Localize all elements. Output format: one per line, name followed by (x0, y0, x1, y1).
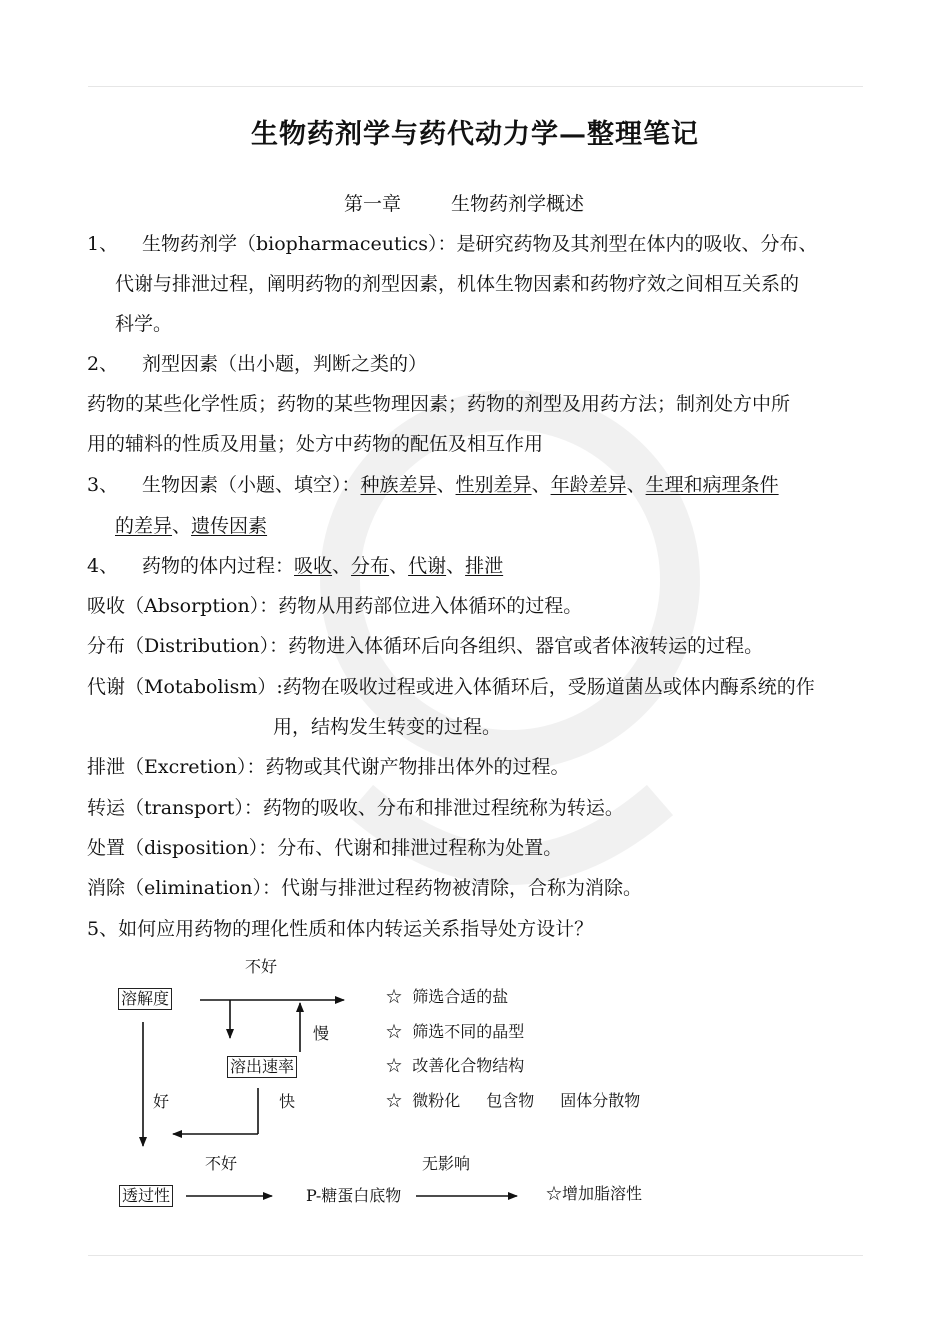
star-icon: ☆ (546, 1184, 563, 1203)
item-4-line: 4、 药物的体内过程：吸收、分布、代谢、排泄 (87, 555, 504, 577)
factor-age: 年龄差异 (550, 474, 627, 496)
label-fast: 快 (279, 1092, 296, 1111)
strategy-2: ☆ 筛选不同的晶型 (386, 1022, 525, 1041)
def-metabolism-2: 用，结构发生转变的过程。 (273, 716, 502, 738)
star-icon: ☆ (386, 987, 403, 1006)
item-1-line-1: 1、 生物药剂学（biopharmaceutics）：是研究药物及其剂型在体内的吸收、分布、 (87, 233, 818, 255)
def-absorption: 吸收（Absorption）：药物从用药部位进入体循环的过程。 (87, 595, 583, 617)
item-2-head: 2、 剂型因素（出小题，判断之类的） (87, 353, 428, 375)
process-metabolism: 代谢 (408, 555, 447, 577)
star-icon: ☆ (386, 1091, 403, 1110)
def-transport: 转运（transport）：药物的吸收、分布和排泄过程统称为转运。 (87, 797, 624, 819)
label-slow: 慢 (313, 1024, 330, 1043)
label-good: 好 (153, 1092, 170, 1111)
factor-gender: 性别差异 (455, 474, 532, 496)
factor-physiology: 生理和病理条件 (645, 474, 779, 496)
page-title: 生物药剂学与药代动力学—整理笔记 (251, 119, 699, 150)
def-excretion: 排泄（Excretion）：药物或其代谢产物排出体外的过程。 (87, 756, 570, 778)
star-icon: ☆ (386, 1056, 403, 1075)
item-2-line-1: 药物的某些化学性质；药物的某些物理因素；药物的剂型及用药方法；制剂处方中所 (87, 393, 791, 415)
process-excretion: 排泄 (465, 555, 504, 577)
star-icon: ☆ (386, 1022, 403, 1041)
question-5: 5、如何应用药物的理化性质和体内转运关系指导处方设计？ (87, 918, 594, 940)
label-bad-bottom: 不好 (205, 1154, 238, 1173)
factor-genetic: 遗传因素 (191, 515, 268, 537)
item-number: 3、 (87, 474, 119, 496)
footer-rule (88, 1255, 863, 1256)
chapter-label: 第一章 (344, 193, 402, 215)
def-metabolism-1: 代谢（Motabolism）:药物在吸收过程或进入体循环后，受肠道菌丛或体内酶系统的作 (87, 676, 815, 698)
item-number: 4、 (87, 555, 119, 577)
item-3-line-1: 3、 生物因素（小题、填空）：种族差异、性别差异、年龄差异、生理和病理条件 (87, 474, 779, 496)
label-no-effect: 无影响 (422, 1154, 471, 1173)
item-number: 1、 (87, 233, 119, 255)
strategy-4: ☆ 微粉化 包含物 固体分散物 (386, 1091, 641, 1110)
chapter-name: 生物药剂学概述 (451, 193, 585, 215)
factor-species: 种族差异 (360, 474, 437, 496)
item-2-line-2: 用的辅料的性质及用量；处方中药物的配伍及相互作用 (87, 433, 544, 455)
box-solubility: 溶解度 (118, 988, 172, 1010)
def-disposition: 处置（disposition）：分布、代谢和排泄过程称为处置。 (87, 837, 563, 859)
item-3-line-2: 的差异、遗传因素 (115, 515, 268, 537)
label-pgp-substrate: P-糖蛋白底物 (306, 1186, 402, 1205)
strategy-1: ☆ 筛选合适的盐 (386, 987, 509, 1006)
strategy-5: ☆增加脂溶性 (546, 1184, 643, 1203)
item-1-line-3: 科学。 (115, 313, 173, 335)
strategy-3: ☆ 改善化合物结构 (386, 1056, 525, 1075)
label-bad-top: 不好 (245, 957, 278, 976)
item-number: 2、 (87, 353, 119, 375)
process-absorption: 吸收 (294, 555, 333, 577)
def-elimination: 消除（elimination）：代谢与排泄过程药物被清除，合称为消除。 (87, 877, 642, 899)
def-distribution: 分布（Distribution）：药物进入体循环后向各组织、器官或者体液转运的过程。 (87, 635, 764, 657)
box-permeability: 透过性 (119, 1185, 173, 1207)
process-distribution: 分布 (351, 555, 390, 577)
item-1-line-2: 代谢与排泄过程，阐明药物的剂型因素，机体生物因素和药物疗效之间相互关系的 (115, 273, 800, 295)
box-dissolution-rate: 溶出速率 (227, 1056, 297, 1078)
